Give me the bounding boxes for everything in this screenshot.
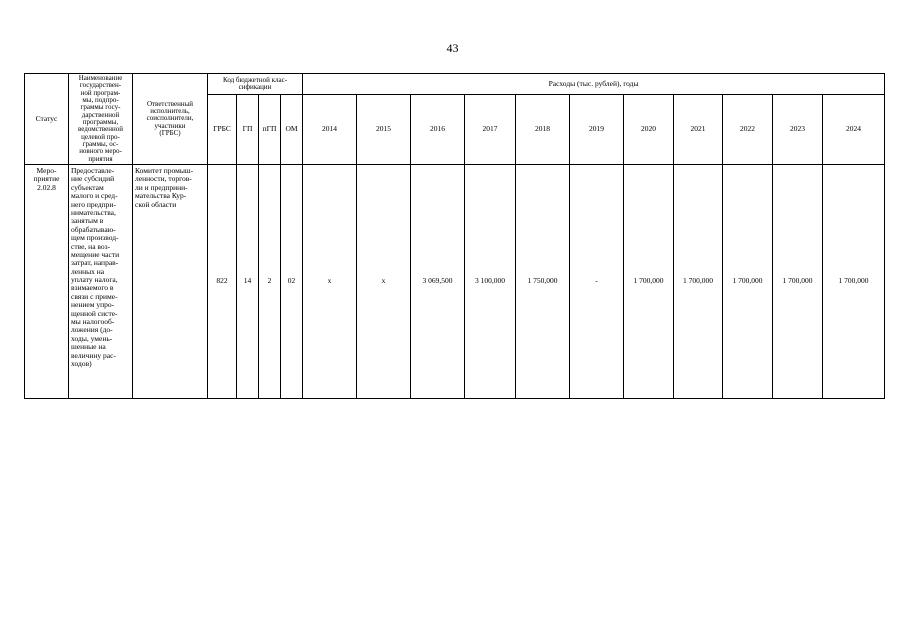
header-row-1 <box>25 74 885 95</box>
row-code-pgp: 2 <box>259 165 281 399</box>
header-program-name: Наименование государствен- ной програм- мы, подпро- граммы госу- дарственной программы, ведомственной целевой про- граммы, ос- новного меро- приятия <box>69 74 133 165</box>
row-value-2018: 1 750,000 <box>516 165 570 399</box>
header-year-2022: 2022 <box>723 95 773 165</box>
row-value-2019: - <box>570 165 624 399</box>
row-value-2017: 3 100,000 <box>465 165 516 399</box>
header-year-2019: 2019 <box>570 95 624 165</box>
header-year-2016: 2016 <box>411 95 465 165</box>
row-executor: Комитет промыш- ленности, торгов- ли и предприни- мательства Кур- ской области <box>133 165 208 399</box>
table-row <box>25 165 885 399</box>
row-value-2020: 1 700,000 <box>624 165 674 399</box>
row-value-2022: 1 700,000 <box>723 165 773 399</box>
header-code-om: ОМ <box>281 95 303 165</box>
header-status: Статус <box>25 74 69 165</box>
header-year-2014: 2014 <box>303 95 357 165</box>
header-year-2017: 2017 <box>465 95 516 165</box>
row-code-gp: 14 <box>237 165 259 399</box>
row-program-name: Предоставле- ние субсидий субъектам малого и сред- него предпри- нимательства, занятым в обрабатываю- щем производ- стве, на воз- мещение части затрат, направ- ленных на уплату налога, взимаемого в связи с приме- нением упро- щенной систе- мы налогооб- ложения (до- ходы, умень- шенные на величину рас- ходов) <box>69 165 133 399</box>
header-executor: Ответственный исполнитель, соисполнители, участники (ГРБС) <box>133 74 208 165</box>
row-value-2024: 1 700,000 <box>823 165 885 399</box>
header-year-2021: 2021 <box>674 95 723 165</box>
row-value-2023: 1 700,000 <box>773 165 823 399</box>
header-budget-code-group: Код бюджетной клас- сификации <box>208 74 303 95</box>
header-year-2023: 2023 <box>773 95 823 165</box>
row-value-2015: х <box>357 165 411 399</box>
row-status: Меро- приятие 2.02.8 <box>25 165 69 399</box>
header-expenses-group: Расходы (тыс. рублей), годы <box>303 74 885 95</box>
row-code-om: 02 <box>281 165 303 399</box>
header-year-2020: 2020 <box>624 95 674 165</box>
row-value-2014: х <box>303 165 357 399</box>
row-value-2016: 3 069,500 <box>411 165 465 399</box>
header-code-grbs: ГРБС <box>208 95 237 165</box>
header-year-2015: 2015 <box>357 95 411 165</box>
header-code-pgp: пГП <box>259 95 281 165</box>
row-value-2021: 1 700,000 <box>674 165 723 399</box>
header-year-2024: 2024 <box>823 95 885 165</box>
row-code-grbs: 822 <box>208 165 237 399</box>
header-year-2018: 2018 <box>516 95 570 165</box>
budget-table <box>24 73 885 399</box>
header-code-gp: ГП <box>237 95 259 165</box>
page-number: 43 <box>446 41 459 55</box>
